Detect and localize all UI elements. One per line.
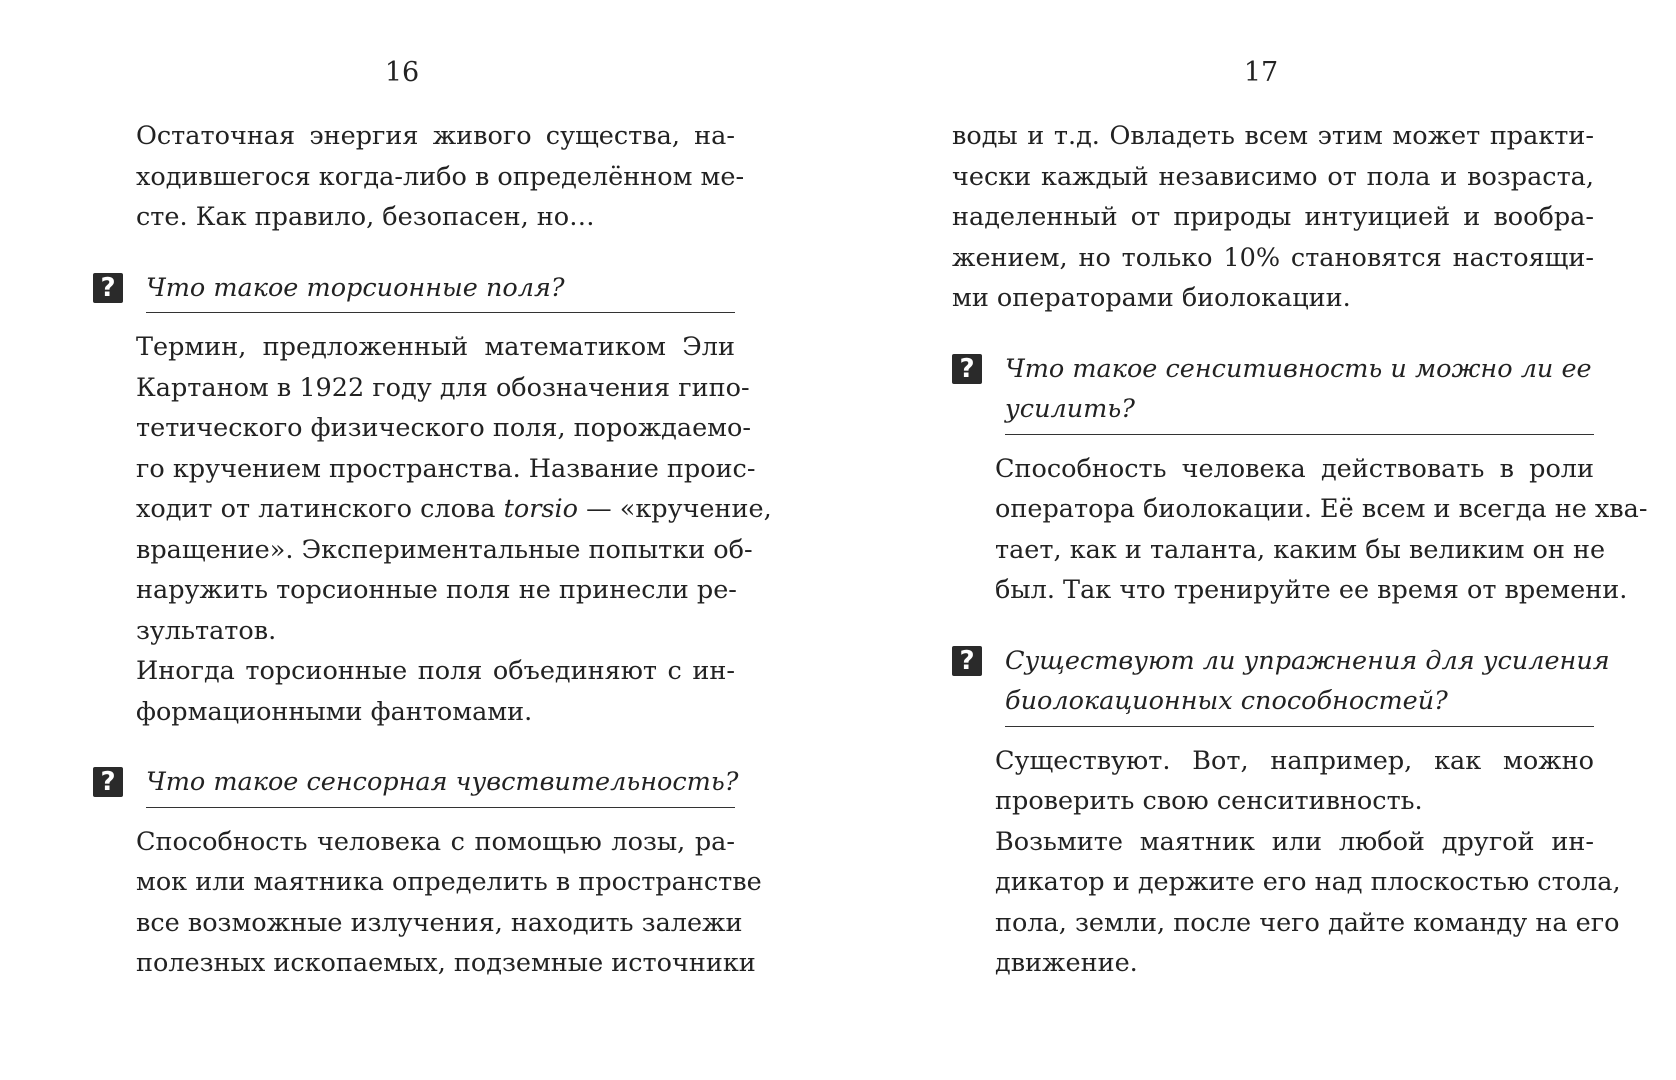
page-number: 16	[384, 57, 420, 88]
paragraph: Иногда торсионные поля объединяют с ин- формационными фантомами.	[136, 656, 735, 727]
paragraph: Способность человека действовать в роли оператора биолокации. Её всем и всегда не хва- тает, как и таланта, каким бы великим он не был. Так что тренируйте ее время от времени.	[995, 453, 1648, 605]
question-mark-icon: ?	[952, 646, 982, 676]
page-content	[93, 116, 772, 984]
page-content	[952, 116, 1648, 984]
question-heading: ? Существуют ли упражнения для усиления биолокационных способностей?	[952, 641, 1594, 727]
question-heading: ? Что такое торсионные поля?	[93, 268, 735, 314]
question-mark-icon: ?	[952, 354, 982, 384]
question-heading: ? Что такое сенсорная чувствительность?	[93, 762, 735, 808]
paragraph: Существуют. Вот, например, как можно проверить свою сенситивность.	[995, 745, 1594, 816]
paragraph: Возьмите маятник или любой другой ин- дикатор и держите его над плоскостью стола, пола, земли, после чего дайте команду на его движение.	[995, 826, 1621, 978]
paragraph: Остаточная энергия живого существа, на- ходившегося когда-либо в определённом ме- сте. Как правило, безопасен, но…	[136, 121, 745, 232]
paragraph: воды и т.д. Овладеть всем этим может практи- чески каждый независимо от пола и возраста, наделенный от природы интуицией и вообра- жением, но только 10% становятся настоящи- ми операторами биолокации.	[952, 121, 1594, 313]
page-number: 17	[1243, 57, 1279, 88]
latin-term: torsio	[503, 494, 578, 524]
question-heading: ? Что такое сенситивность и можно ли ее усилить?	[952, 349, 1594, 435]
question-mark-icon: ?	[93, 767, 123, 797]
question-mark-icon: ?	[93, 273, 123, 303]
paragraph: Способность человека с помощью лозы, ра- мок или маятника определить в пространстве все возможные излучения, находить залежи полезных ископаемых, подземные источники	[136, 826, 762, 978]
paragraph: Термин, предложенный математиком Эли Картаном в 1922 году для обозначения гипо- тетического физического поля, порождаемо- го кручением пространства. Название проис- ходит от латинского слова torsio — «кручение, вращение». Экспериментальные попытки об- наружить торсионные поля не принесли ре- зультатов.	[136, 332, 772, 646]
